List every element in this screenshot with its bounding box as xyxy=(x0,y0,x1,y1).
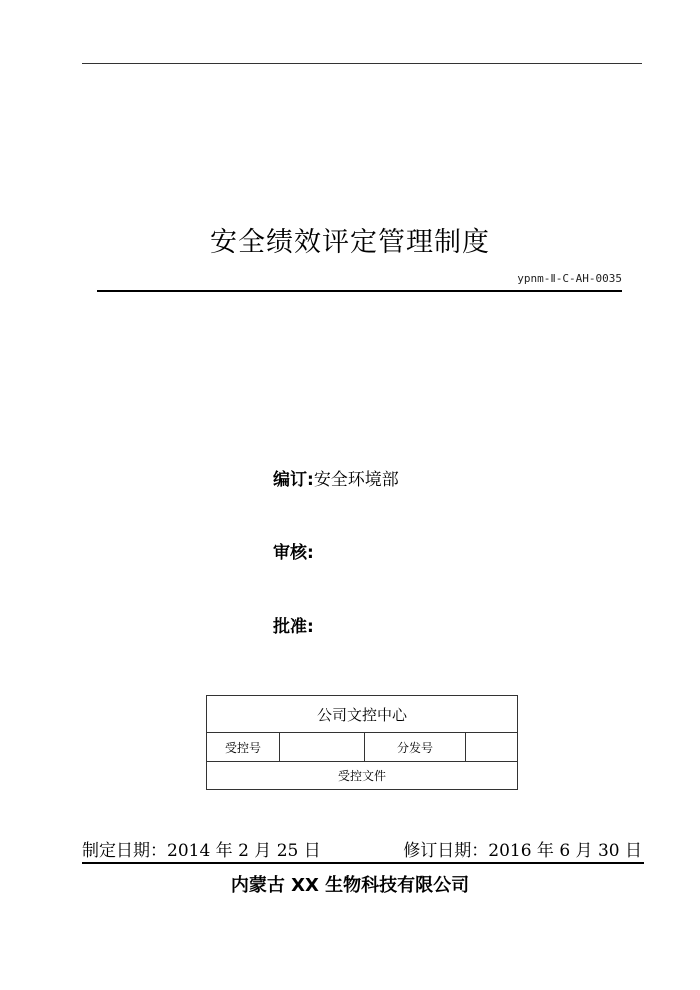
edit-row xyxy=(273,465,399,490)
control-number-label: 受控号 xyxy=(207,733,280,762)
distribution-number-value xyxy=(466,733,518,762)
revision-date: 修订日期：2016 年 6 月 30 日 xyxy=(403,841,642,861)
top-rule xyxy=(82,63,642,64)
edit-value: 安全环境部 xyxy=(313,470,399,490)
edit-label: 编订: xyxy=(273,470,314,490)
bottom-rule xyxy=(82,862,644,864)
review-row xyxy=(273,538,314,563)
distribution-number-label: 分发号 xyxy=(365,733,466,762)
control-number-value xyxy=(280,733,365,762)
issue-date: 制定日期：2014 年 2 月 25 日 xyxy=(82,841,321,861)
control-center-heading: 公司文控中心 xyxy=(207,696,518,733)
review-label: 审核: xyxy=(273,543,314,563)
approve-label: 批准: xyxy=(273,617,314,637)
controlled-document-label: 受控文件 xyxy=(207,762,518,790)
approve-row xyxy=(273,612,314,637)
document-title: 安全绩效评定管理制度 xyxy=(210,227,490,258)
title-rule xyxy=(97,290,622,292)
document-code: ypnm-Ⅱ-C-AH-0035 xyxy=(517,272,622,285)
document-control-table xyxy=(206,695,518,790)
company-name: 内蒙古 XX 生物科技有限公司 xyxy=(230,875,470,896)
